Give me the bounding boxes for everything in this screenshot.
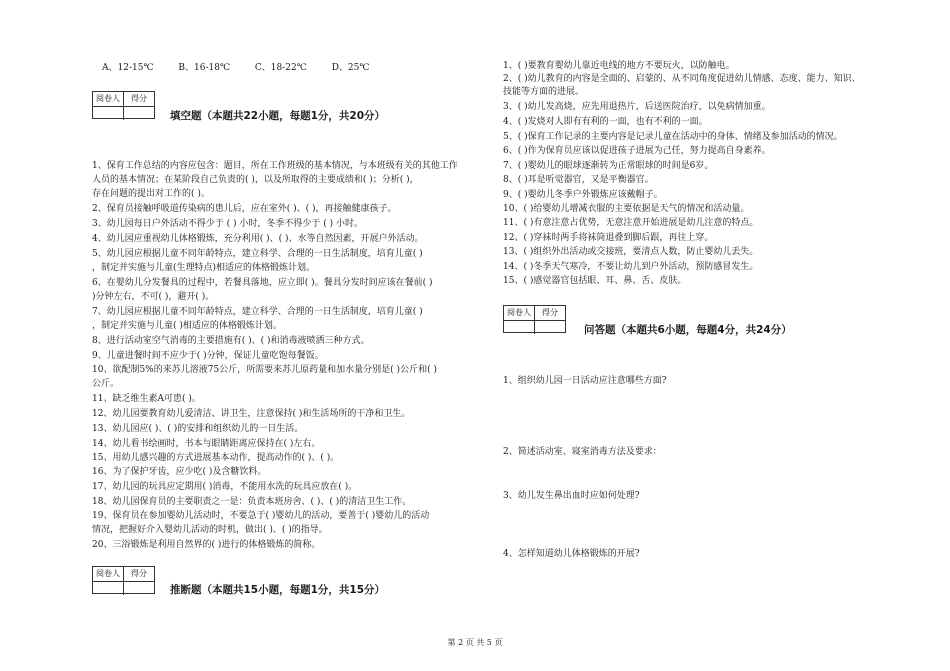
judge-line: 5、( )保育工作记录的主要内容是记录儿童在活动中的身体、情绪及参加活动的情况。	[503, 132, 843, 142]
option-d: D、25℃	[331, 63, 370, 73]
judge-line: 6、( )作为保育员应该以促进孩子进展为己任，努力提高自身素养。	[503, 146, 771, 156]
fill-line: 5、幼儿园应根据儿童不同年龄特点，建立科学、合理的一日生活制度，培育儿童( )	[92, 249, 423, 259]
judge-line: 10、( )给婴幼儿增减衣服的主要依据是天气的情况和活动量。	[503, 204, 750, 214]
fill-line: 20、三浴锻炼是利用自然界的( )进行的体格锻炼的简称。	[92, 540, 321, 550]
qa-question-4: 4、怎样知道幼儿体格锻炼的开展?	[503, 549, 640, 559]
judge-line: 8、( )耳是听觉器官，又是平衡器官。	[503, 175, 654, 185]
page-number: 第 2 页 共 5 页	[447, 638, 503, 647]
fill-line: 人员的基本情况；在某阶段自己负责的( )，以及所取得的主要成绩和( )；分析( )，	[92, 175, 419, 185]
judge-line: 1、( )要教育婴幼儿靠近电线的地方不要玩火，以防触电。	[503, 61, 735, 71]
fill-line: 存在问题的提出对工作的( )。	[92, 189, 210, 199]
judge-line: 12、( )穿袜时两手将袜筒退叠到脚后跟，再往上穿。	[503, 233, 714, 243]
judge-line: 11、( )有意注意占优势，无意注意开始进展是幼儿注意的特点。	[503, 218, 759, 228]
fill-line: 7、幼儿园应根据儿童不同年龄特点，建立科学、合理的一日生活制度，培育儿童( )	[92, 307, 423, 317]
fill-line: 6、在婴幼儿分发餐具的过程中，若餐具落地，应立即( )。餐具分发时间应该在餐前( )	[92, 278, 433, 288]
qa-section-title: 问答题（本题共6小题，每题4分，共24分）	[584, 324, 792, 336]
judge-line: 3、( )幼儿发高烧，应先用退热片，后送医院治疗，以免病情加重。	[503, 102, 771, 112]
judge-line: 4、( )发烧对人即有有利的一面，也有不利的一面。	[503, 117, 708, 127]
judge-line: 13、( )组织外出活动或交接班，要清点人数，防止婴幼儿丢失。	[503, 247, 759, 257]
fill-line: 8、进行活动室空气消毒的主要措施有( )、( )和消毒液喷洒三种方式。	[92, 336, 370, 346]
judge-line: 7、( )婴幼儿的眼球逐渐转为正常眼球的时间是6岁。	[503, 161, 714, 171]
score-blank	[534, 321, 565, 334]
judge-line: 技能等方面的进展。	[503, 87, 585, 97]
fill-line: 13、幼儿园应( )、( )的安排和组织幼儿的一日生活。	[92, 424, 304, 434]
fill-section-title: 填空题（本题共22小题，每题1分，共20分）	[170, 110, 386, 122]
grader-label: 阅卷人	[507, 308, 531, 317]
score-box-qa	[503, 305, 566, 333]
judge-line: 2、( )幼儿教育的内容是全面的、启蒙的、从不同角度促进幼儿情感、态度、能力、知识、	[503, 74, 861, 84]
fill-line: 11、缺乏维生素A可患( )。	[92, 394, 201, 404]
fill-line: 18、幼儿园保育员的主要职责之一是：负责本班房舍、( )、( )的清洁卫生工作。	[92, 497, 412, 507]
grader-label: 阅卷人	[96, 94, 120, 103]
option-c: C、18-22℃	[254, 63, 307, 73]
qa-question-3: 3、幼儿发生鼻出血时应如何处理?	[503, 491, 640, 501]
judge-line: 15、( )感觉器官包括眼、耳、鼻、舌、皮肤。	[503, 276, 687, 286]
qa-question-2: 2、简述活动室、寝室消毒方法及要求：	[503, 447, 662, 457]
grader-label: 阅卷人	[96, 569, 120, 578]
score-label: 得分	[123, 92, 154, 106]
fill-line: 17、幼儿园的玩具应定期用( )消毒，不能用水洗的玩具应放在( )。	[92, 482, 358, 492]
grader-blank	[504, 321, 534, 334]
fill-line: 16、为了保护牙齿，应少吃( )及含糖饮料。	[92, 467, 267, 477]
score-box-fill	[92, 91, 155, 119]
option-b: B、16-18℃	[178, 63, 231, 73]
score-label: 得分	[123, 567, 154, 581]
fill-line: 3、幼儿园每日户外活动不得少于 ( ) 小时，冬季不得少于 ( ) 小时。	[92, 219, 363, 229]
fill-line: 2、保育员接触呼吸道传染病的患儿后，应在室外( )、( )，再接触健康孩子。	[92, 204, 397, 214]
fill-line: 1、保育工作总结的内容应包含：题目，所在工作班级的基本情况，与本班级有关的其他工作	[92, 161, 458, 171]
option-a: A、12-15℃	[102, 63, 154, 73]
grader-blank	[93, 107, 123, 120]
score-blank	[123, 582, 154, 595]
fill-line: 情况，把握好介入婴幼儿活动的时机，做出( )、( )的指导。	[92, 525, 328, 535]
score-label: 得分	[534, 306, 565, 320]
fill-line: 10、欲配制5%的来苏儿溶液75公斤，所需要来苏儿原药量和加水量分别是( )公斤和( )	[92, 365, 437, 375]
fill-line: ，制定并实施与儿童( )相适应的体格锻炼计划。	[92, 321, 282, 331]
previous-question-options	[102, 62, 391, 74]
fill-line: 4、幼儿园应重视幼儿体格锻炼，充分利用( )、( )、水等自然因素，开展户外活动。	[92, 234, 424, 244]
fill-line: 12、幼儿园要教育幼儿爱清洁、讲卫生，注意保持( )和生活场所的干净和卫生。	[92, 409, 411, 419]
fill-line: 15、用幼儿感兴趣的方式进展基本动作，提高动作的( )、( )。	[92, 453, 340, 463]
grader-blank	[93, 582, 123, 595]
fill-line: ，制定并实施与儿童(生理特点)相适应的体格锻炼计划。	[92, 263, 316, 273]
fill-line: 公斤。	[92, 379, 120, 389]
score-box-judge	[92, 566, 155, 594]
fill-line: 9、儿童进餐时间不应少于( )分钟，保证儿童吃饱每餐饭。	[92, 351, 324, 361]
score-blank	[123, 107, 154, 120]
qa-question-1: 1、组织幼儿园一日活动应注意哪些方面?	[503, 376, 667, 386]
fill-line: 19、保育员在参加婴幼儿活动时，不要急于( )婴幼儿的活动，要善于( )婴幼儿的活动	[92, 511, 430, 521]
judge-line: 9、( )婴幼儿冬季户外锻炼应该戴帽子。	[503, 190, 663, 200]
fill-line: )分钟左右，不可( )，避开( )。	[92, 292, 215, 302]
fill-line: 14、幼儿看书绘画时，书本与眼睛距离应保持在( )左右。	[92, 439, 321, 449]
judge-section-title: 推断题（本题共15小题，每题1分，共15分）	[170, 584, 386, 596]
judge-line: 14、( )冬季天气寒冷，不要让幼儿到户外活动，预防感冒发生。	[503, 262, 759, 272]
